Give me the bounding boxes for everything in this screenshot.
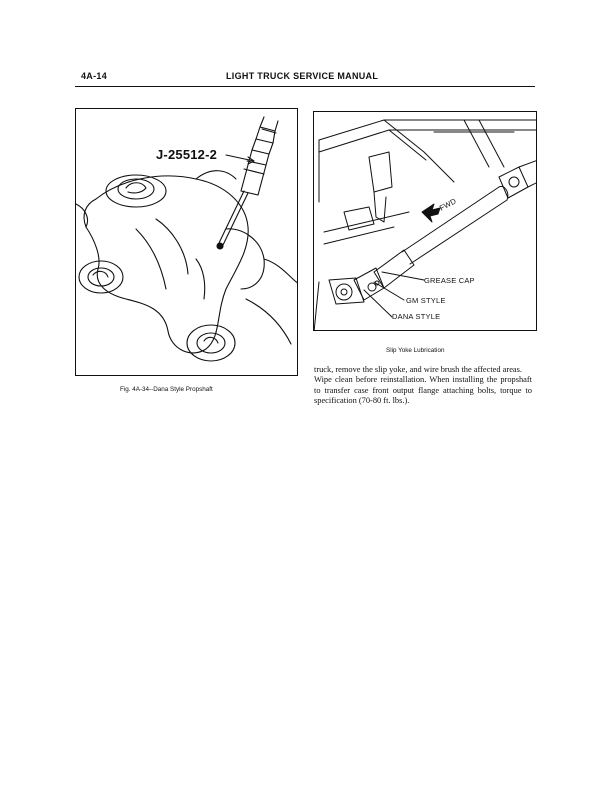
running-header-title: LIGHT TRUCK SERVICE MANUAL [226,71,379,81]
figure-caption-slip-yoke: Slip Yoke Lubrication [386,347,445,354]
gm-style-label: GM STYLE [406,296,446,305]
grease-cap-label: GREASE CAP [424,276,475,285]
fwd-label: FWD [437,196,458,213]
tool-number-label: J-25512-2 [156,147,218,162]
paragraph: truck, remove the slip yoke, and wire brush the affected areas. [314,365,522,374]
body-text [314,365,532,406]
header-rule [75,86,535,87]
figure-caption-dana-propshaft: Fig. 4A-34--Dana Style Propshaft [120,386,213,393]
slip-yoke-figure [313,111,537,331]
dana-propshaft-figure [75,108,298,376]
page-number: 4A-14 [81,71,108,81]
dana-style-label: DANA STYLE [392,312,441,321]
paragraph: Wipe clean before reinstallation. When installing the propshaft to transfer case front output flange attaching bolts, torque to specification (70-80 ft. lbs.). [314,375,532,405]
